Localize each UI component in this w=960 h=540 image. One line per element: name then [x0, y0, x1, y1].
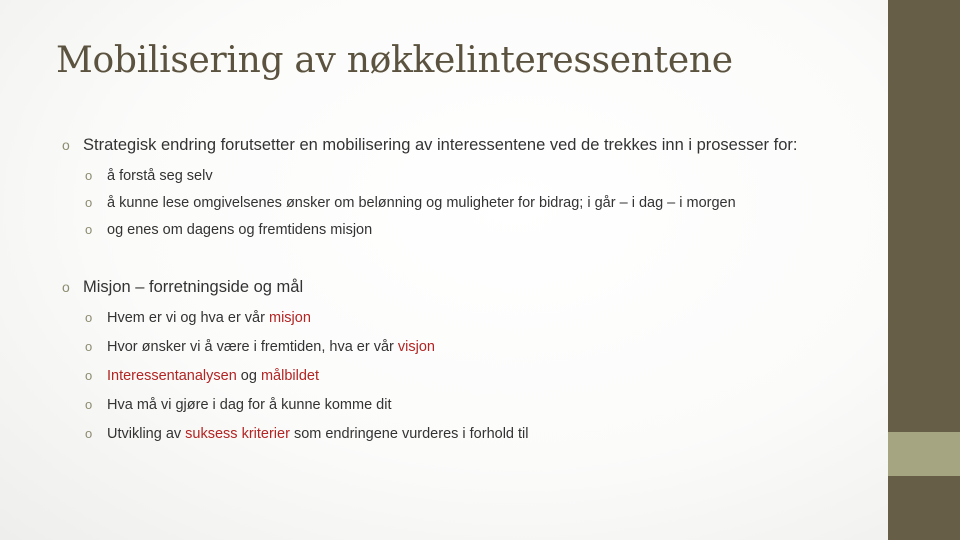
bullet-point-strategic-change	[62, 133, 852, 157]
sub-bullet-read-surroundings	[62, 193, 852, 213]
bullet-marker: o	[85, 168, 93, 183]
bullet-marker: o	[85, 397, 93, 412]
sub-bullet-future-vision	[62, 337, 852, 357]
sub-bullet-text: Hvem er vi og hva er vår	[107, 310, 269, 326]
highlight-stakeholder-analysis: Interessentanalysen	[107, 368, 237, 384]
highlight-success-criteria: suksess kriterier	[185, 426, 290, 442]
sub-bullet-text: og enes om dagens og fremtidens misjon	[107, 222, 373, 238]
sub-bullet-text: Hvor ønsker vi å være i fremtiden, hva er vår	[107, 339, 398, 355]
highlight-vision: visjon	[397, 339, 435, 355]
bullet-point-mission	[62, 275, 852, 299]
bullet-marker: o	[62, 137, 70, 153]
bullet-marker: o	[85, 310, 93, 325]
bullet-marker: o	[85, 339, 93, 354]
slide-title: Mobilisering av nøkkelinteressentene	[56, 40, 733, 81]
bullet-marker: o	[85, 368, 93, 383]
decorative-sidebar-band	[888, 432, 960, 476]
decorative-sidebar	[888, 0, 960, 540]
sub-list-mission	[62, 308, 852, 444]
bullet-text: Misjon – forretningside og mål	[83, 278, 304, 296]
sub-bullet-stakeholder-analysis	[62, 366, 852, 386]
sub-bullet-what-to-do-today	[62, 395, 852, 415]
sub-bullet-text-tail: som endringene vurderes i forhold til	[289, 426, 529, 442]
bullet-text: Strategisk endring forutsetter en mobilisering av interessentene ved de trekkes inn i prosesser for:	[83, 136, 798, 154]
sub-bullet-text: Hva må vi gjøre i dag for å kunne komme dit	[107, 397, 392, 413]
sub-list-processes	[62, 166, 852, 240]
bullet-marker: o	[85, 426, 93, 441]
sub-bullet-text: å kunne lese omgivelsenes ønsker om belønning og muligheter for bidrag; i går – i dag – i morgen	[107, 195, 736, 211]
sub-bullet-understand-self	[62, 166, 852, 186]
sub-bullet-text: å forstå seg selv	[107, 168, 213, 184]
bullet-marker: o	[85, 195, 93, 210]
bullet-marker: o	[62, 279, 70, 295]
highlight-target-picture: målbildet	[260, 368, 319, 384]
sub-bullet-who-are-we	[62, 308, 852, 328]
bullet-marker: o	[85, 222, 93, 237]
sub-bullet-text: og	[236, 368, 261, 384]
highlight-mission: misjon	[268, 310, 311, 326]
sub-bullet-agree-mission	[62, 220, 852, 240]
sub-bullet-text: Utvikling av	[107, 426, 186, 442]
sub-bullet-success-criteria	[62, 424, 852, 444]
slide-body	[62, 133, 852, 453]
